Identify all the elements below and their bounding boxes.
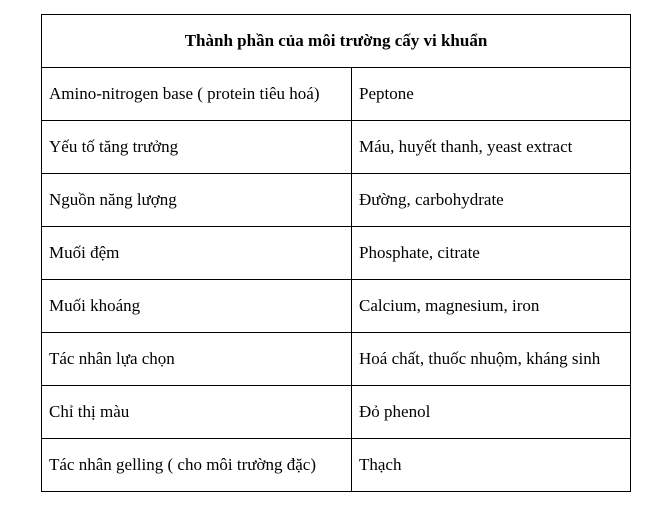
table-title-row xyxy=(42,15,631,68)
table-row xyxy=(42,227,631,280)
component-cell: Tác nhân gelling ( cho môi trường đặc) xyxy=(42,439,352,492)
example-cell: Đỏ phenol xyxy=(352,386,631,439)
example-cell: Calcium, magnesium, iron xyxy=(352,280,631,333)
table-title: Thành phần của môi trường cấy vi khuẩn xyxy=(42,15,631,68)
table-row xyxy=(42,121,631,174)
table-row xyxy=(42,174,631,227)
table-row xyxy=(42,333,631,386)
component-cell: Amino-nitrogen base ( protein tiêu hoá) xyxy=(42,68,352,121)
component-cell: Nguồn năng lượng xyxy=(42,174,352,227)
component-cell: Muối khoáng xyxy=(42,280,352,333)
component-cell: Muối đệm xyxy=(42,227,352,280)
example-cell: Phosphate, citrate xyxy=(352,227,631,280)
culture-media-components-table xyxy=(41,14,631,492)
table-row xyxy=(42,280,631,333)
table-row xyxy=(42,386,631,439)
component-cell: Chỉ thị màu xyxy=(42,386,352,439)
component-cell: Tác nhân lựa chọn xyxy=(42,333,352,386)
table-row xyxy=(42,439,631,492)
example-cell: Peptone xyxy=(352,68,631,121)
example-cell: Hoá chất, thuốc nhuộm, kháng sinh xyxy=(352,333,631,386)
component-cell: Yếu tố tăng trưởng xyxy=(42,121,352,174)
example-cell: Thạch xyxy=(352,439,631,492)
example-cell: Máu, huyết thanh, yeast extract xyxy=(352,121,631,174)
example-cell: Đường, carbohydrate xyxy=(352,174,631,227)
table-row xyxy=(42,68,631,121)
